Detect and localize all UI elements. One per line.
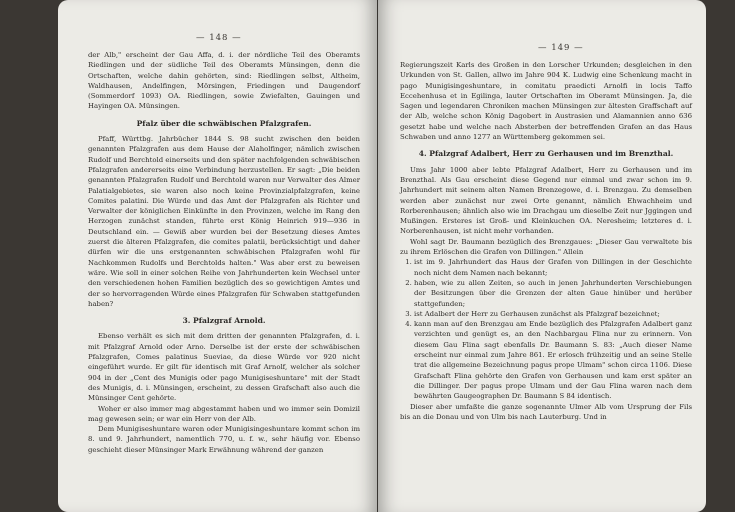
right-page xyxy=(378,0,706,512)
left-paragraph: Pfaff, Württbg. Jahrbücher 1844 S. 98 sucht zwischen den beiden genannten Pfalzgrafen aus dem Hause der Alaholfinger, nämlich zwischen Rudolf und Berchtold einerseits und den später nachfolgenden schwäbischen Pfalzgrafen andererseits eine Verbindung herzustellen. Er sagt: „Die beiden genannten Pfalzgrafen Rudolf und Berchtold waren nur Verwalter des Almer Palatialgebietes, sie waren also noch keine Provinzialpfalzgrafen, keine Comites palatini. Die Würde und das Amt der Pfalzgrafen als Richter und Verwalter der königlichen Einkünfte in den Provinzen, welche im Rang den Herzogen zunächst standen, führte erst König Heinrich 919—936 in Deutschland ein. — Gewiß aber wurden bei der Besetzung dieses Amtes zuerst die älteren Pfalzgrafen, die comites palatii, berücksichtigt und daher dürfen wir die uns erstgenannten schwäbischen Pfalzgrafen wohl für Nachkommen Rudolfs und Berchtolds halten." Was aber erst zu beweisen wäre. Wie soll in einer solchen Reihe von Jahrhunderten kein Wechsel unter den verschiedenen hohen Familien bezüglich des so gewichtigen Amtes und der so hervorragenden Würde eines Pfalzgrafen für Schwaben stattgefunden haben? xyxy=(88,135,360,308)
left-page xyxy=(58,0,377,512)
section-heading: 4. Pfalzgraf Adalbert, Herr zu Gerhausen und im Brenzthal. xyxy=(418,149,674,159)
left-page-number: — 148 — xyxy=(196,33,242,43)
left-paragraph: der Alb," erscheint der Gau Affa, d. i. der nördliche Teil des Oberamts Riedlingen und der südliche Teil des Oberamts Münsingen, denn die Ortschaften, welche dahin gehörten, sind: Riedlingen selbst, Altheim, Waldhausen, Andelfingen, Mörsingen, Friedingen und Daugendorf (Sommerdorf 1093) OA. Riedlingen, sowie Zwiefalten, Gauingen und Hayingen OA. Münsingen. xyxy=(88,51,360,111)
left-paragraph: Dem Munigiseshuntare waren oder Munigisingeshuntare kommt schon im 8. und 9. Jahrhundert, namentlich 770, u. f. w., sehr häufig vor. Ebenso geschieht dieser Münsinger Mark Erwähnung während der ganzen xyxy=(88,425,360,454)
right-paragraph: Ums Jahr 1000 aber lebte Pfalzgraf Adalbert, Herr zu Gerhausen und im Brenzthal. Als Gau erscheint diese Gegend nur einmal und zwar schon im 9. Jahrhundert mit seinem alten Namen Brenzegowe, d. i. Brenzgau. Zu demselben werden aber zunächst nur zwei Orte genannt, nämlich Ehwachheim und Rorberenhausen; ähnlich also wie im Drachgau um dieselbe Zeit nur Jggingen und Mußingen. Ersteres ist Groß- und Kleinkuchen OA. Neresheim; letzteres d. i. Norberenhausen, ist nicht mehr vorhanden. xyxy=(400,165,692,236)
right-paragraph: Regierungszeit Karls des Großen in den Lorscher Urkunden; desgleichen in den Urkunden von St. Gallen, allwo im Jahre 904 K. Ludwig eine Schenkung macht in pago Munigisingeshuntare, in comitatu praedicti Arnolfi in locis Taffo Eccehenhusa et in Egilinga, lauter Ortschaften im Oberamt Münsingen. Ja, die Sagen und legendaren Chroniken machen Münsingen zur ältesten Graffschaft auf der Alb, welche schon König Dagobert in Austrasien und Alamannien anno 636 gesetzt habe und welche nach Absterben der betreffenden Grafen an das Haus Schwaben und anno 1277 an Württemberg gekommen sei. xyxy=(400,61,692,142)
left-page-body xyxy=(88,50,360,455)
left-paragraph: Ebenso verhält es sich mit dem dritten der genannten Pfalzgrafen, d. i. mit Pfalzgraf Arnold oder Arno. Derselbe ist der erste der schwäbischen Pfalzgrafen, Comes palatinus Sueviae, da diese Würde vor 920 nicht eingeführt wurde. Er gilt für identisch mit Graf Arnolf, welcher als solcher 904 in der „Cent des Munigis oder pago Munigiseshuntare" mit der Stadt des Munigis, d. i. Münsingen, erscheint, zu dessen Grafschaft also auch die Münsinger Cent gehörte. xyxy=(88,332,360,403)
list-item: 4. kann man auf den Brenzgau am Ende bezüglich des Pfalzgrafen Adalbert ganz verzichten und genügt es, an den Nachbargau Flina nur zu erinnern. Von diesem Gau Flina sagt ebenfalls Dr. Baumann S. 83: „Auch dieser Name erscheint nur einmal zum Jahre 861. Er erlosch frühzeitig und an seine Stelle trat die allgemeine Bezeichnung pagus prope Ulmam" schon circa 1106. Diese Grafschaft Flina gehörte den Grafen von Gerhausen und kam erst später an die Dillinger. Der pagus prope Ulmam und der Gau Flina waren nach dem bewährten Gaugeographen Dr. Baumann S 84 identisch. xyxy=(414,319,692,401)
right-paragraph: Dieser aber umfaßte die ganze sogenannte Ulmer Alb vom Ursprung der Fils bis an die Donau und von Ulm bis nach Lauterburg. Und in xyxy=(400,402,692,421)
list-item: 1. ist im 9. Jahrhundert das Haus der Grafen von Dillingen in der Geschichte noch nicht dem Namen nach bekannt; xyxy=(414,257,692,278)
left-paragraph: Woher er also immer mag abgestammt haben und wo immer sein Domizil mag gewesen sein; er war ein Herr von der Alb. xyxy=(88,404,360,423)
list-item: 3. ist Adalbert der Herr zu Gerhausen zunächst als Pfalzgraf bezeichnet; xyxy=(414,309,692,319)
numbered-list xyxy=(400,257,692,401)
section-heading: Pfalz über die schwäbischen Pfalzgrafen. xyxy=(136,118,312,128)
section-heading: 3. Pfalzgraf Arnold. xyxy=(182,316,266,326)
right-page-body xyxy=(400,60,692,422)
list-item: 2. haben, wie zu allen Zeiten, so auch in jenen Jahrhunderten Verschiebungen der Besitzungen über die Grenzen der alten Gaue hinüber und herüber stattgefunden; xyxy=(414,278,692,309)
right-paragraph: Wohl sagt Dr. Baumann bezüglich des Brenzgaues: „Dieser Gau verwaltete bis zu ihrem Erlöschen die Grafen von Dillingen." Allein xyxy=(400,237,692,257)
right-page-number: — 149 — xyxy=(538,43,584,53)
